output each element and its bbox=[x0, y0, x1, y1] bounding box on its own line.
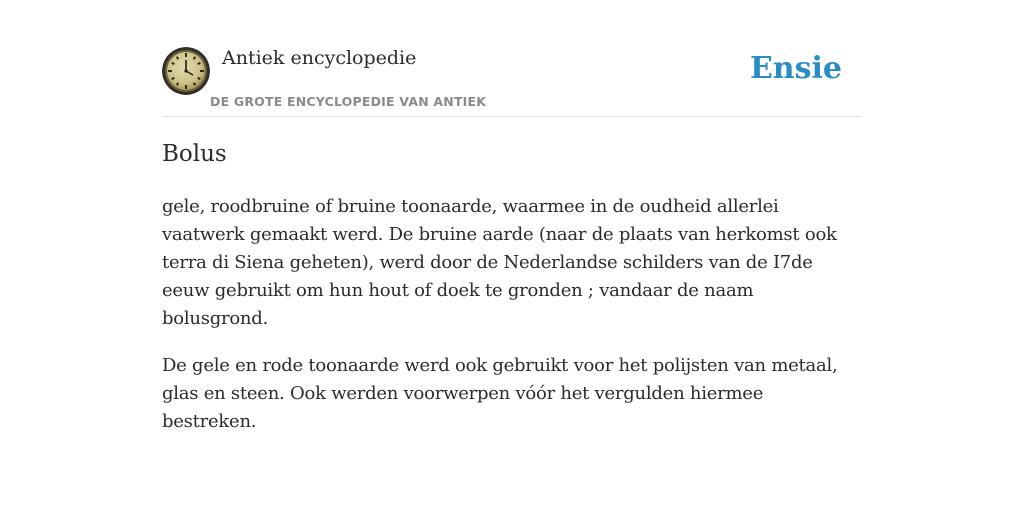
article-title: Bolus bbox=[162, 141, 227, 167]
article bbox=[162, 138, 862, 455]
antique-clock-icon[interactable] bbox=[162, 47, 210, 95]
article-paragraph: De gele en rode toonaarde werd ook gebruikt voor het polijsten van metaal, glas en steen. Ook werden voorwerpen vóór het vergulden hiermee bestreken. bbox=[162, 355, 838, 432]
site-title[interactable]: Antiek encyclopedie bbox=[222, 47, 417, 69]
article-paragraph: gele, roodbruine of bruine toonaarde, waarmee in de oudheid allerlei vaatwerk gemaakt werd. De bruine aarde (naar de plaats van herkomst ook terra di Siena geheten), werd door de Nederlandse schilders van de I7de eeuw gebruikt om hun hout of doek te gronden ; vandaar de naam bolusgrond. bbox=[162, 196, 837, 329]
ensie-logo-link[interactable]: Ensie bbox=[749, 51, 842, 86]
site-header bbox=[162, 46, 862, 117]
site-subtitle: DE GROTE ENCYCLOPEDIE VAN ANTIEK bbox=[210, 94, 487, 109]
